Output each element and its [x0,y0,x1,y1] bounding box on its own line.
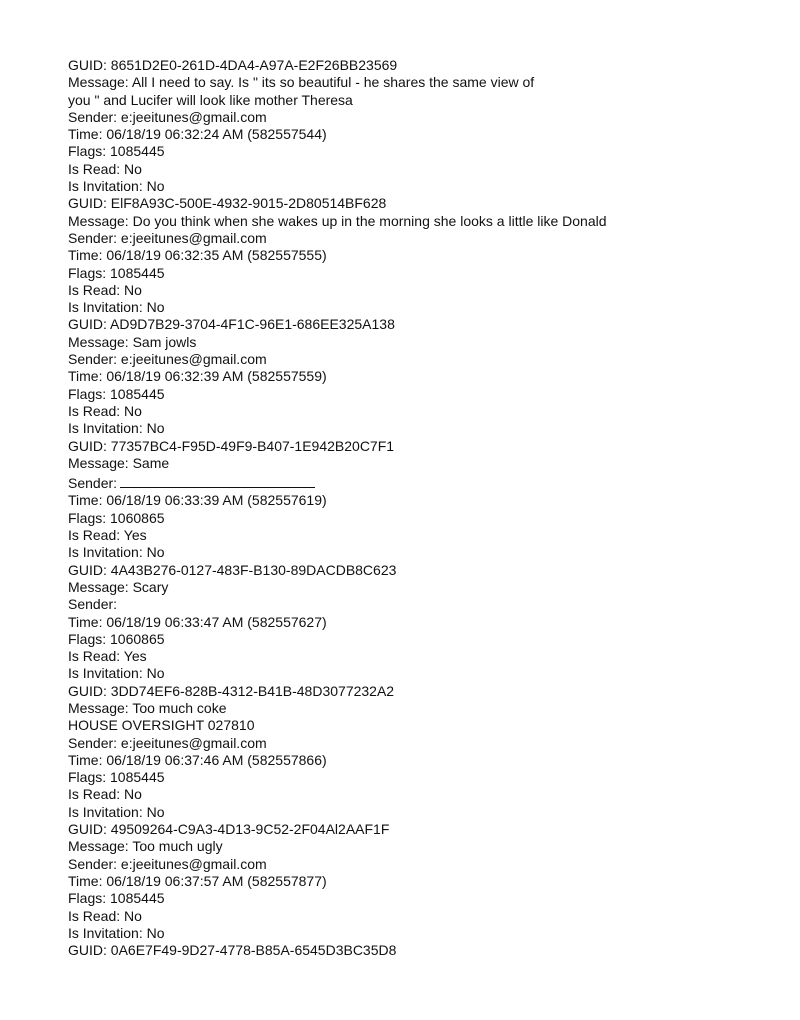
guid-line: GUID: AD9D7B29-3704-4F1C-96E1-686EE325A138 [68,316,395,333]
document-page [68,57,768,959]
flags-line: Flags: 1085445 [68,385,165,402]
sender-line: Sender: e:jeeitunes@gmail.com [68,734,267,751]
message-line: Message: Too much coke [68,699,227,716]
sender-line: Sender: e:jeeitunes@gmail.com [68,351,267,368]
flags-line: Flags: 1060865 [68,630,165,647]
is-read-line: Is Read: No [68,786,142,803]
time-line: Time: 06/18/19 06:33:39 AM (582557619) [68,492,327,509]
message-continuation-line: you " and Lucifer will look like mother Theresa [68,91,353,108]
bates-stamp: HOUSE OVERSIGHT 027810 [68,717,255,734]
message-line: Message: All I need to say. Is " its so beautiful - he shares the same view of [68,74,535,91]
is-read-line: Is Read: Yes [68,527,147,544]
is-read-line: Is Read: No [68,281,142,298]
is-invitation-line: Is Invitation: No [68,665,165,682]
time-line: Time: 06/18/19 06:32:24 AM (582557544) [68,126,327,143]
is-read-line: Is Read: Yes [68,648,147,665]
guid-line: GUID: 77357BC4-F95D-49F9-B407-1E942B20C7F1 [68,437,395,454]
is-invitation-line: Is Invitation: No [68,299,165,316]
sender-line: Sender: e:jeeitunes@gmail.com [68,855,267,872]
flags-line: Flags: 1085445 [68,890,165,907]
sender-line: Sender: e:jeeitunes@gmail.com [68,108,267,125]
flags-line: Flags: 1085445 [68,143,165,160]
message-line: Message: Sam jowls [68,333,197,350]
is-invitation-line: Is Invitation: No [68,178,165,195]
message-line: Message: Same [68,454,170,471]
redaction-underline [120,472,315,488]
time-line: Time: 06/18/19 06:32:35 AM (582557555) [68,247,327,264]
is-read-line: Is Read: No [68,907,142,924]
flags-line: Flags: 1060865 [68,509,165,526]
is-read-line: Is Read: No [68,402,142,419]
guid-line: GUID: 4A43B276-0127-483F-B130-89DACDB8C623 [68,561,397,578]
sender-line: Sender: [68,596,118,613]
sender-label: Sender: [68,475,118,492]
is-invitation-line: Is Invitation: No [68,803,165,820]
guid-line: GUID: ElF8A93C-500E-4932-9015-2D80514BF628 [68,195,387,212]
sender-line: Sender: e:jeeitunes@gmail.com [68,229,267,246]
message-line: Message: Too much ugly [68,838,223,855]
flags-line: Flags: 1085445 [68,769,165,786]
guid-line: GUID: 8651D2E0-261D-4DA4-A97A-E2F26BB23569 [68,57,398,73]
guid-line: GUID: 49509264-C9A3-4D13-9C52-2F04Al2AAF1F [68,821,390,838]
is-invitation-line: Is Invitation: No [68,420,165,437]
time-line: Time: 06/18/19 06:32:39 AM (582557559) [68,368,327,385]
guid-line: GUID: 3DD74EF6-828B-4312-B41B-48D3077232A2 [68,682,395,699]
flags-line: Flags: 1085445 [68,264,165,281]
is-invitation-line: Is Invitation: No [68,924,165,941]
time-line: Time: 06/18/19 06:37:57 AM (582557877) [68,872,327,889]
time-line: Time: 06/18/19 06:37:46 AM (582557866) [68,751,327,768]
is-invitation-line: Is Invitation: No [68,544,165,561]
sender-line-redacted [68,472,768,492]
message-line: Message: Scary [68,578,169,595]
message-line: Message: Do you think when she wakes up in the morning she looks a little like Donald [68,212,607,229]
is-read-line: Is Read: No [68,160,142,177]
guid-line: GUID: 0A6E7F49-9D27-4778-B85A-6545D3BC35D8 [68,942,397,959]
time-line: Time: 06/18/19 06:33:47 AM (582557627) [68,613,327,630]
